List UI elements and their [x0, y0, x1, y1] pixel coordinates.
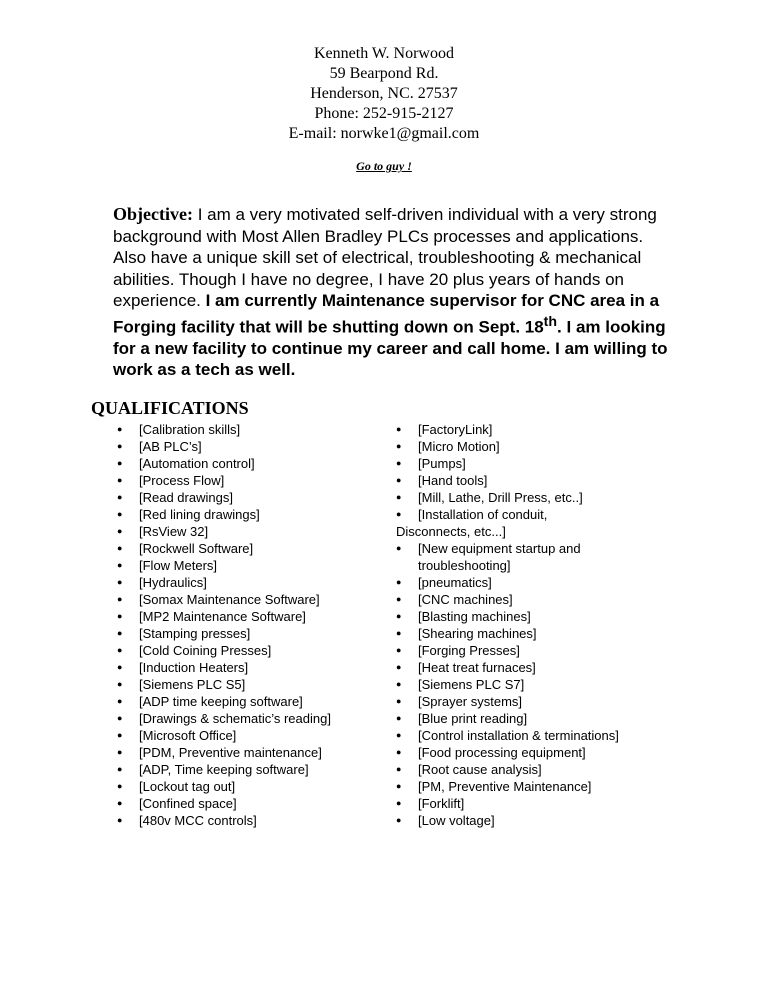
qualification-item — [117, 472, 377, 489]
qualification-text: [Shearing machines] — [418, 626, 537, 641]
bullet-icon: ● — [117, 815, 123, 825]
qualification-item — [396, 421, 676, 438]
qualification-item — [396, 659, 676, 676]
objective-paragraph — [113, 204, 673, 381]
qualification-item — [117, 710, 377, 727]
bullet-icon: ● — [396, 662, 402, 672]
qualification-text: [Siemens PLC S7] — [418, 677, 525, 692]
contact-city: Henderson, NC. 27537 — [310, 85, 458, 102]
qualification-item — [117, 421, 377, 438]
bullet-icon: ● — [396, 424, 402, 434]
bullet-icon: ● — [396, 679, 402, 689]
qualification-item — [396, 608, 676, 625]
qualification-item — [117, 540, 377, 557]
bullet-icon: ● — [396, 543, 402, 553]
qualification-item — [117, 489, 377, 506]
bullet-icon: ● — [396, 509, 402, 519]
qualification-item — [396, 676, 676, 693]
qualification-text: [Flow Meters] — [139, 558, 218, 573]
qualification-text: [Rockwell Software] — [139, 541, 254, 556]
qualification-text: [Induction Heaters] — [139, 660, 249, 675]
qualification-item — [117, 778, 377, 795]
objective-bold-sup: th — [543, 313, 558, 330]
qualification-text: [Process Flow] — [139, 473, 225, 488]
qualification-item — [396, 744, 676, 761]
qualification-text: [Hydraulics] — [139, 575, 207, 590]
bullet-icon: ● — [117, 730, 123, 740]
bullet-icon: ● — [117, 764, 123, 774]
bullet-icon: ● — [396, 645, 402, 655]
qualification-item — [396, 472, 676, 489]
contact-address: 59 Bearpond Rd. — [329, 65, 439, 82]
qualification-item — [117, 574, 377, 591]
qualification-item — [396, 710, 676, 727]
bullet-icon: ● — [396, 628, 402, 638]
bullet-icon: ● — [117, 781, 123, 791]
qualification-item — [117, 591, 377, 608]
qualification-text: [Micro Motion] — [418, 439, 500, 454]
contact-phone: Phone: 252-915-2127 — [314, 105, 454, 122]
qualification-item — [396, 489, 676, 506]
qualification-item — [396, 591, 676, 608]
qualification-text: [Root cause analysis] — [418, 762, 542, 777]
qualification-text: [Hand tools] — [418, 473, 488, 488]
bullet-icon: ● — [396, 781, 402, 791]
qualification-text: [RsView 32] — [139, 524, 209, 539]
qualification-item — [396, 455, 676, 472]
qualification-text: [AB PLC’s] — [139, 439, 202, 454]
bullet-icon: ● — [396, 696, 402, 706]
qualification-text: [PDM, Preventive maintenance] — [139, 745, 322, 760]
qualification-item — [117, 625, 377, 642]
bullet-icon: ● — [117, 441, 123, 451]
contact-name: Kenneth W. Norwood — [314, 45, 454, 62]
qualification-item — [117, 642, 377, 659]
bullet-icon: ● — [396, 798, 402, 808]
bullet-icon: ● — [117, 679, 123, 689]
bullet-icon: ● — [117, 475, 123, 485]
qualification-text: [Control installation & terminations] — [418, 728, 619, 743]
bullet-icon: ● — [117, 798, 123, 808]
objective-bold-a: I am currently Maintenance supervisor for CNC area in a Forging facility that will be shutting down on Sept. 18 — [113, 291, 660, 337]
qualification-text: [Cold Coining Presses] — [139, 643, 272, 658]
qualifications-left-list — [117, 421, 377, 829]
qualification-text: [FactoryLink] — [418, 422, 493, 437]
bullet-icon: ● — [396, 458, 402, 468]
qualification-text: [Red lining drawings] — [139, 507, 260, 522]
qualification-text: [Heat treat furnaces] — [418, 660, 536, 675]
qualification-text: [Confined space] — [139, 796, 237, 811]
bullet-icon: ● — [396, 441, 402, 451]
bullet-icon: ● — [396, 594, 402, 604]
qualification-text: [480v MCC controls] — [139, 813, 257, 828]
qualification-item — [396, 574, 676, 591]
bullet-icon: ● — [396, 815, 402, 825]
qualification-text: [Read drawings] — [139, 490, 233, 505]
qualification-text: [Calibration skills] — [139, 422, 241, 437]
qualification-item — [117, 557, 377, 574]
qualification-item — [117, 795, 377, 812]
qualification-text: [Somax Maintenance Software] — [139, 592, 320, 607]
bullet-icon: ● — [117, 594, 123, 604]
qualification-item — [396, 795, 676, 812]
qualification-item — [396, 540, 676, 574]
qualification-text: [Blasting machines] — [418, 609, 531, 624]
qualification-item — [117, 676, 377, 693]
qualification-text: [Low voltage] — [418, 813, 495, 828]
qualification-text: [Lockout tag out] — [139, 779, 236, 794]
qualification-item — [396, 438, 676, 455]
qualification-item — [396, 761, 676, 778]
bullet-icon: ● — [396, 764, 402, 774]
qualification-item — [117, 761, 377, 778]
qualification-text: [Automation control] — [139, 456, 255, 471]
qualification-text: [Stamping presses] — [139, 626, 251, 641]
bullet-icon: ● — [396, 730, 402, 740]
qualification-item — [117, 506, 377, 523]
qualification-text: [Forging Presses] — [418, 643, 520, 658]
bullet-icon: ● — [117, 662, 123, 672]
objective-text: I am a very motivated self-driven individual with a very strong background with Most Allen Bradley PLCs processes and applications. Also have a unique skill set of electrical, troubleshooting & mechanical abilities. Though I have no degree, I have 20 plus years of hands on experience. — [113, 205, 657, 310]
bullet-icon: ● — [117, 645, 123, 655]
qualification-item — [396, 727, 676, 744]
qualification-item — [396, 778, 676, 795]
qualification-item — [396, 693, 676, 710]
objective-bold-b: . I am looking for a new facility to continue my career and call home. I am willing to work as a tech as well. — [113, 317, 668, 380]
qualification-text: [Food processing equipment] — [418, 745, 586, 760]
qualification-text: [ADP time keeping software] — [139, 694, 303, 709]
qualification-text: [New equipment startup and troubleshooting] — [418, 541, 581, 573]
qualification-item — [117, 744, 377, 761]
bullet-icon: ● — [117, 543, 123, 553]
qualification-text: [CNC machines] — [418, 592, 513, 607]
bullet-icon: ● — [117, 713, 123, 723]
qualification-text: [Siemens PLC S5] — [139, 677, 246, 692]
bullet-icon: ● — [396, 492, 402, 502]
bullet-icon: ● — [396, 475, 402, 485]
qualification-item — [117, 727, 377, 744]
qualification-text: [Blue print reading] — [418, 711, 528, 726]
bullet-icon: ● — [117, 577, 123, 587]
qualification-item — [117, 455, 377, 472]
bullet-icon: ● — [117, 628, 123, 638]
qualification-item — [117, 693, 377, 710]
qualification-text: [Microsoft Office] — [139, 728, 237, 743]
qualification-item — [117, 438, 377, 455]
bullet-icon: ● — [117, 611, 123, 621]
qualification-item — [396, 625, 676, 642]
qualification-item — [117, 659, 377, 676]
qualification-text: [pneumatics] — [418, 575, 492, 590]
bullet-icon: ● — [117, 526, 123, 536]
qualification-item — [396, 812, 676, 829]
objective-label: Objective: — [113, 204, 193, 224]
qualification-item — [117, 523, 377, 540]
qualification-item — [396, 506, 676, 523]
bullet-icon: ● — [117, 560, 123, 570]
qualifications-right-list — [396, 421, 676, 829]
bullet-icon: ● — [117, 509, 123, 519]
bullet-icon: ● — [396, 747, 402, 757]
qualification-item — [396, 523, 676, 540]
qualification-text: Disconnects, etc...] — [396, 524, 506, 539]
contact-header — [0, 44, 768, 144]
bullet-icon: ● — [396, 713, 402, 723]
bullet-icon: ● — [396, 611, 402, 621]
qualification-text: [Drawings & schematic’s reading] — [139, 711, 331, 726]
qualifications-title: QUALIFICATIONS — [91, 398, 249, 418]
qualification-text: [MP2 Maintenance Software] — [139, 609, 306, 624]
contact-email: E-mail: norwke1@gmail.com — [288, 125, 480, 142]
qualification-item — [117, 608, 377, 625]
qualification-item — [396, 642, 676, 659]
qualification-text: [ADP, Time keeping software] — [139, 762, 309, 777]
bullet-icon: ● — [117, 458, 123, 468]
qualification-item — [117, 812, 377, 829]
bullet-icon: ● — [117, 747, 123, 757]
qualification-text: [Pumps] — [418, 456, 466, 471]
tagline: Go to guy ! — [356, 159, 412, 173]
bullet-icon: ● — [117, 696, 123, 706]
qualification-text: [Mill, Lathe, Drill Press, etc..] — [418, 490, 583, 505]
qualification-text: [Forklift] — [418, 796, 465, 811]
bullet-icon: ● — [396, 577, 402, 587]
qualification-text: [Sprayer systems] — [418, 694, 523, 709]
qualification-text: [PM, Preventive Maintenance] — [418, 779, 592, 794]
bullet-icon: ● — [117, 424, 123, 434]
bullet-icon: ● — [117, 492, 123, 502]
qualification-text: [Installation of conduit, — [418, 507, 548, 522]
